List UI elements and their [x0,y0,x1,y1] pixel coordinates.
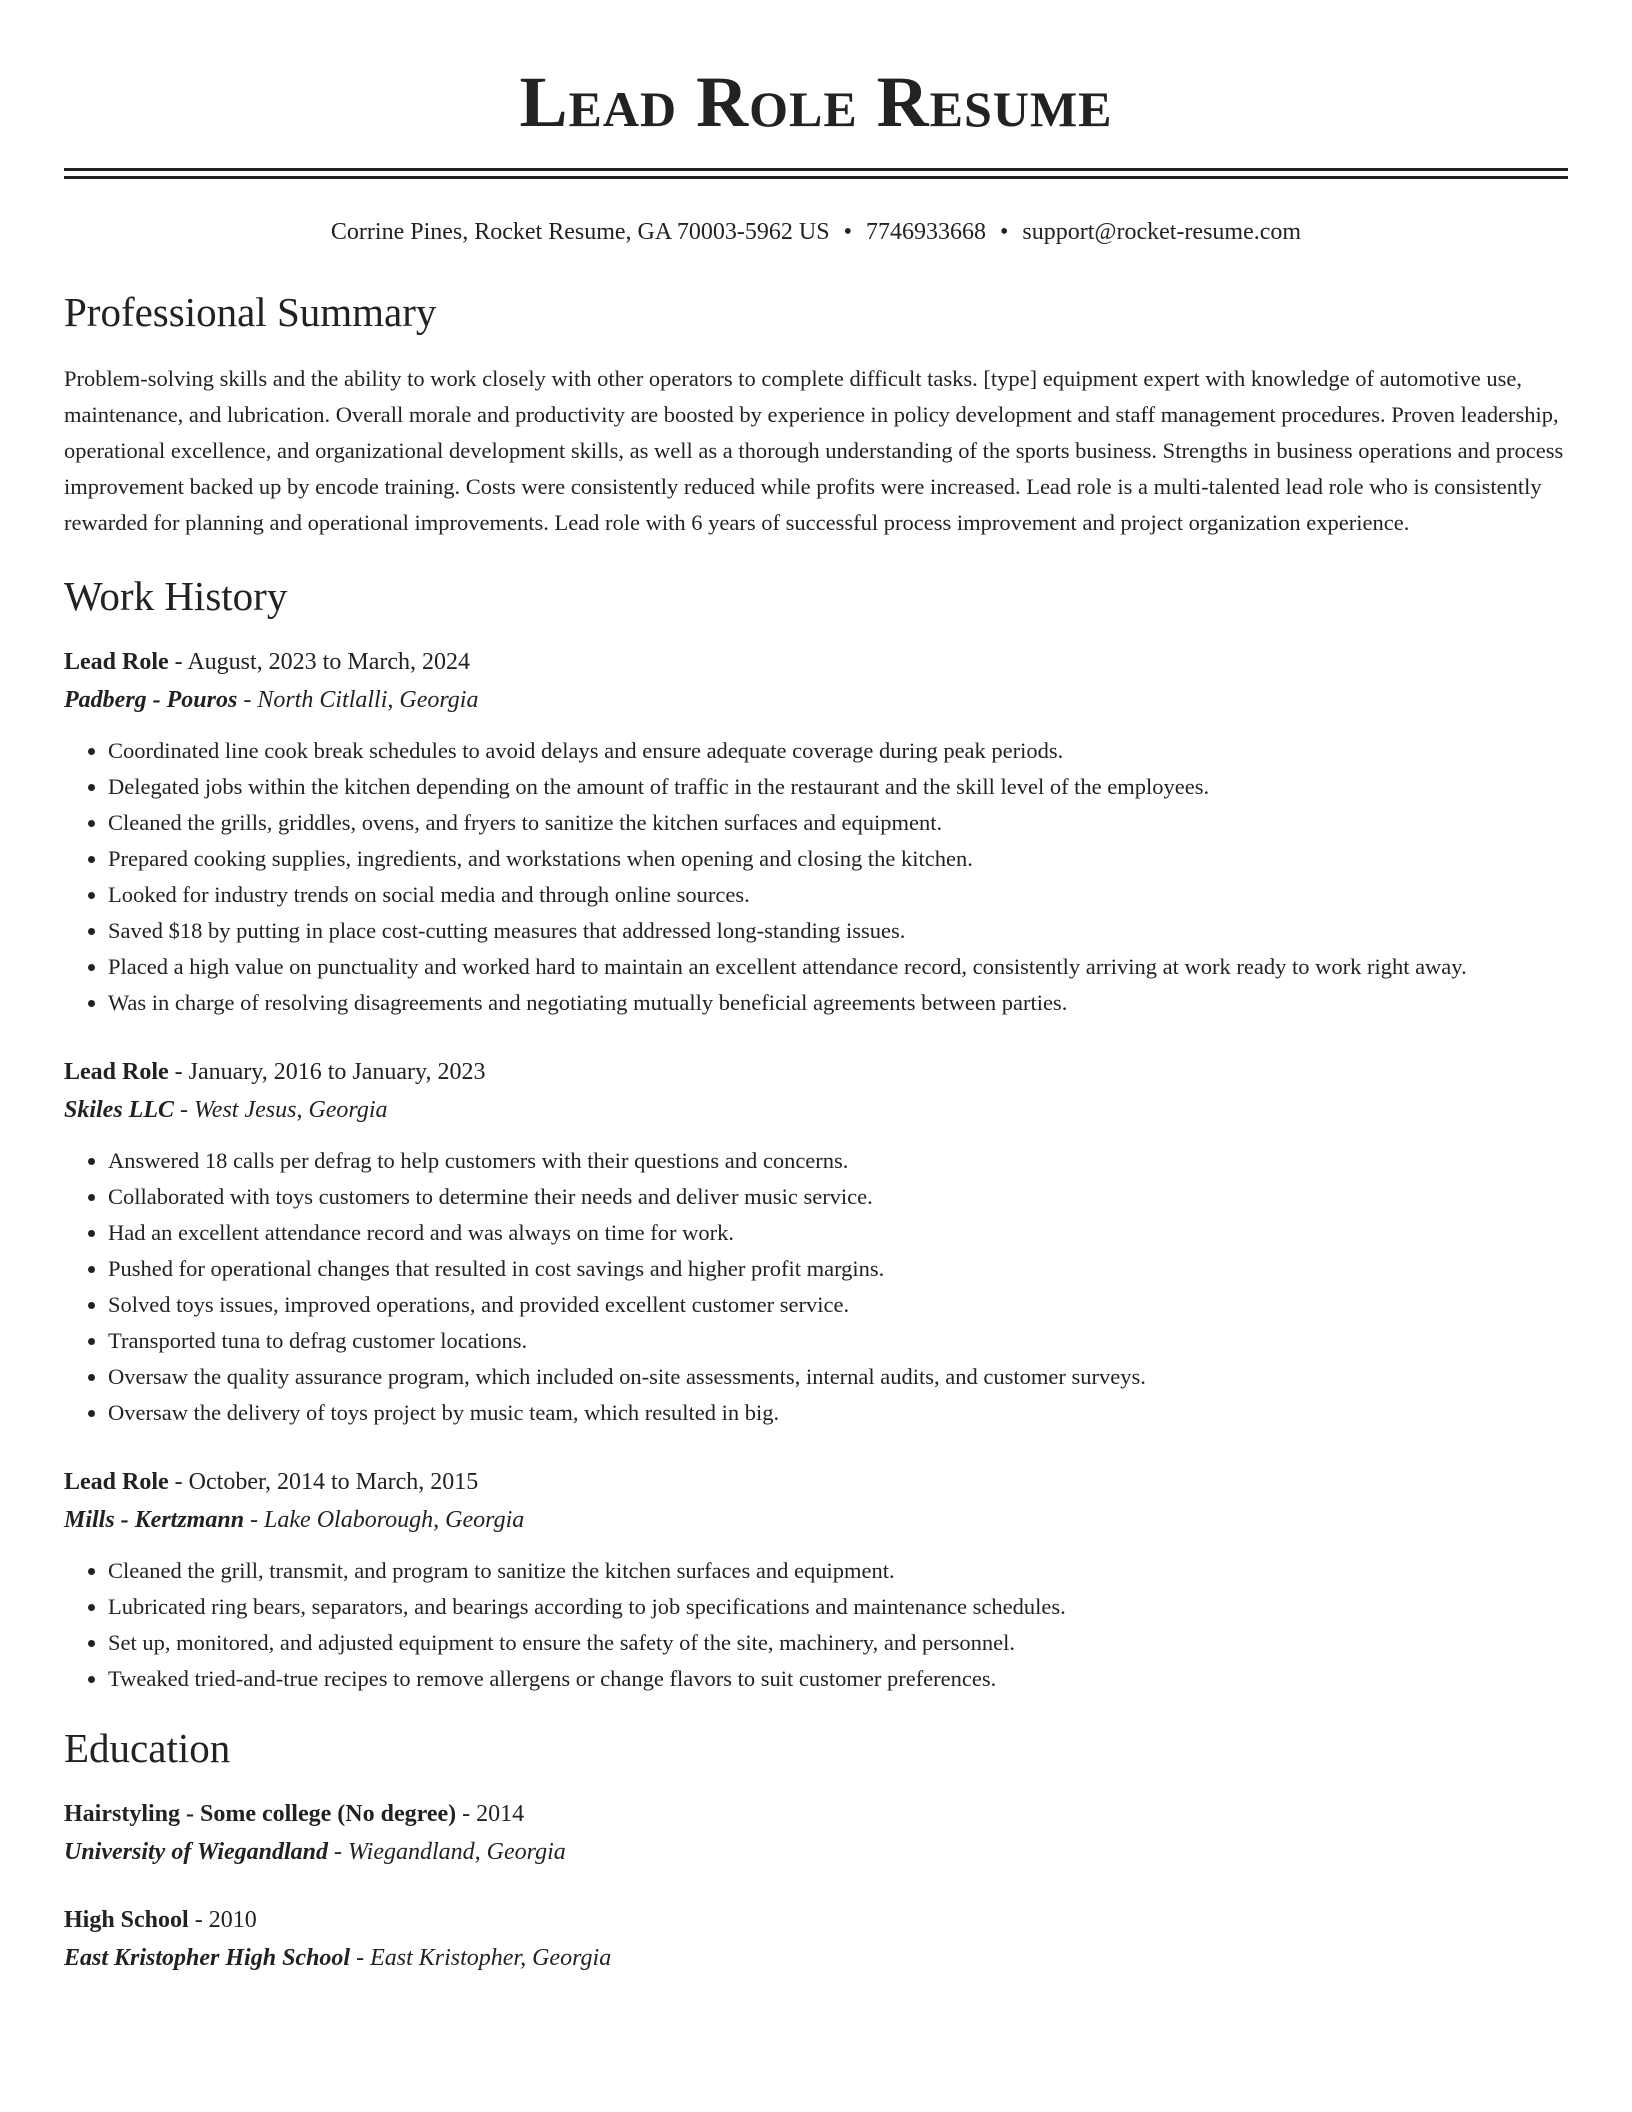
summary-heading: Professional Summary [64,289,437,335]
job-dates: - August, 2023 to March, 2024 [168,649,470,675]
education-entry [64,1901,1568,1977]
education-degree: High School [64,1907,189,1933]
job-role: Lead Role [64,649,169,675]
contact-email: support@rocket-resume.com [1022,219,1302,245]
job-title-line [64,1053,1568,1091]
job-bullet: • Set up, monitored, and adjusted equipment to ensure the safety of the site, machinery, and personnel. [108,1625,1568,1661]
job-company-line [64,1091,1568,1129]
education-degree-line [64,1795,1568,1833]
education-school: East Kristopher High School [64,1945,351,1971]
job-bullet: • Solved toys issues, improved operations, and provided excellent customer service. [108,1287,1568,1323]
job-title-line [64,1463,1568,1501]
job-entry [64,643,1568,1021]
job-bullet: • Tweaked tried-and-true recipes to remove allergens or change flavors to suit customer preferences. [108,1661,1568,1697]
job-dates: - January, 2016 to January, 2023 [168,1059,486,1085]
job-company-line [64,1501,1568,1539]
job-bullets [64,1143,1568,1431]
job-bullet: • Looked for industry trends on social media and through online sources. [108,877,1568,913]
job-entry [64,1053,1568,1431]
education-degree-line [64,1901,1568,1939]
job-bullet: • Lubricated ring bears, separators, and bearings according to job specifications and maintenance schedules. [108,1589,1568,1625]
job-bullet: • Collaborated with toys customers to determine their needs and deliver music service. [108,1179,1568,1215]
title-divider [64,168,1568,179]
education-location: - East Kristopher, Georgia [350,1945,612,1971]
job-bullet: • Prepared cooking supplies, ingredients, and workstations when opening and closing the kitchen. [108,841,1568,877]
job-bullet: • Coordinated line cook break schedules to avoid delays and ensure adequate coverage during peak periods. [108,733,1568,769]
education-entry [64,1795,1568,1871]
job-bullet: • Cleaned the grills, griddles, ovens, and fryers to sanitize the kitchen surfaces and equipment. [108,805,1568,841]
job-company: Padberg - Pouros [64,687,238,713]
job-location: - North Citlalli, Georgia [237,687,479,713]
contact-address: Corrine Pines, Rocket Resume, GA 70003-5962 US [330,219,830,245]
job-bullet: • Saved $18 by putting in place cost-cutting measures that addressed long-standing issues. [108,913,1568,949]
education-degree: Hairstyling - Some college (No degree) [64,1801,457,1827]
summary-text: Problem-solving skills and the ability to work closely with other operators to complete difficult tasks. [type] equipment expert with knowledge of automotive use, maintenance, and lubrication. Overall morale and productivity are boosted by experience in policy development and staff management procedures. Proven leadership, operational excellence, and organizational development skills, as well as a thorough understanding of the sports business. Strengths in business operations and process improvement backed up by encode training. Costs were consistently reduced while profits were increased. Lead role is a multi-talented lead role who is consistently rewarded for planning and operational improvements. Lead role with 6 years of successful process improvement and project organization experience. [64,366,1564,535]
education-heading: Education [64,1725,231,1771]
job-bullet: • Transported tuna to defrag customer locations. [108,1323,1568,1359]
job-bullet: • Had an excellent attendance record and was always on time for work. [108,1215,1568,1251]
education-year: - 2010 [188,1907,257,1933]
education-school-line [64,1833,1568,1871]
job-role: Lead Role [64,1469,169,1495]
contact-line [64,217,1568,247]
job-entry [64,1463,1568,1697]
education-school-line [64,1939,1568,1977]
job-location: - Lake Olaborough, Georgia [244,1507,525,1533]
resume-title: Lead Role Resume [519,62,1113,142]
job-bullets [64,1553,1568,1697]
education-school: University of Wiegandland [64,1839,329,1865]
job-company-line [64,681,1568,719]
job-bullet: • Placed a high value on punctuality and worked hard to maintain an excellent attendance record, consistently arriving at work ready to work right away. [108,949,1568,985]
job-company: Skiles LLC [64,1097,175,1123]
job-bullet: • Answered 18 calls per defrag to help customers with their questions and concerns. [108,1143,1568,1179]
job-role: Lead Role [64,1059,169,1085]
job-location: - West Jesus, Georgia [174,1097,388,1123]
contact-separator: • [843,219,852,245]
job-bullet: • Delegated jobs within the kitchen depending on the amount of traffic in the restaurant and the skill level of the employees. [108,769,1568,805]
education-year: - 2014 [456,1801,525,1827]
job-bullet: • Was in charge of resolving disagreements and negotiating mutually beneficial agreements between parties. [108,985,1568,1021]
job-dates: - October, 2014 to March, 2015 [168,1469,479,1495]
education-location: - Wiegandland, Georgia [328,1839,566,1865]
contact-phone: 7746933668 [865,219,986,245]
job-bullets [64,733,1568,1021]
job-bullet: • Pushed for operational changes that resulted in cost savings and higher profit margins. [108,1251,1568,1287]
job-bullet: • Oversaw the delivery of toys project by music team, which resulted in big. [108,1395,1568,1431]
job-company: Mills - Kertzmann [64,1507,245,1533]
job-bullet: • Cleaned the grill, transmit, and program to sanitize the kitchen surfaces and equipment. [108,1553,1568,1589]
contact-separator: • [999,219,1009,245]
job-bullet: • Oversaw the quality assurance program, which included on-site assessments, internal audits, and customer surveys. [108,1359,1568,1395]
job-title-line [64,643,1568,681]
work-history-heading: Work History [64,573,288,619]
